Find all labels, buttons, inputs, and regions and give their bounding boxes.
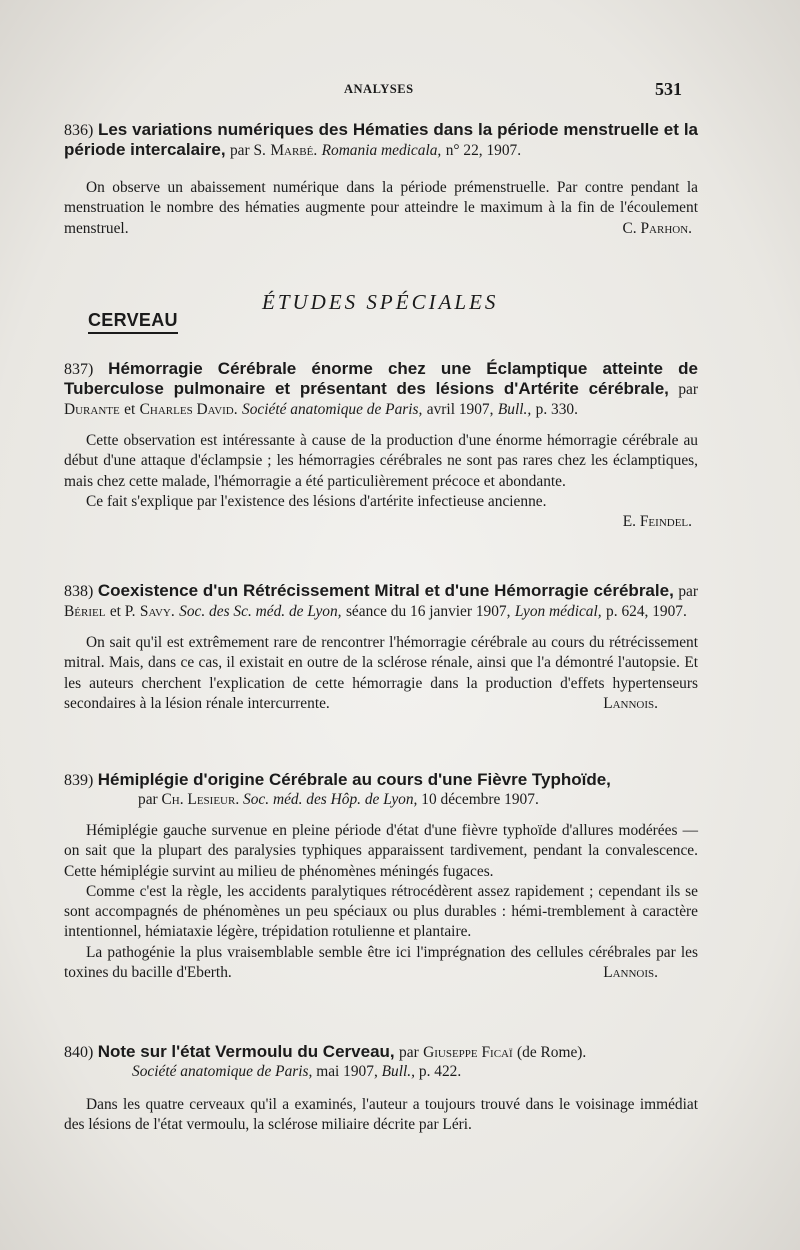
entry-title: Coexistence d'un Rétrécissement Mitral et d'une Hémorragie cérébrale, — [97, 581, 674, 600]
by-text: par — [678, 583, 698, 600]
date: 10 décembre 1907. — [421, 791, 539, 808]
paragraph: Comme c'est la règle, les accidents paralytiques rétrocédèrent assez rapidement ; cependant ils se sont accompagnés de phénomènes un peu spéciaux ou plus durables : hémi-tremblement à caractère intentionnel, hémiataxie légère, trépidation rotulienne et plantaire. — [64, 882, 698, 941]
entry-number: 836) — [64, 122, 94, 139]
signature: C. Parhon. — [622, 219, 692, 237]
entry-840-heading — [64, 1042, 698, 1062]
paragraph: Hémiplégie gauche survenue en pleine période d'état d'une fièvre typhoïde d'allures modérées — on sait que la plupart des paralysies typhiques apparaissent tardivement, pendant la convalescence. Cette hémiplégie survint au milieu de phénomènes méningés fugaces. — [64, 822, 698, 880]
paragraph: Cette observation est intéressante à cause de la production d'une énorme hémorragie cérébrale au début d'une attaque d'éclampsie ; les hémorragies cérébrales ne sont pas rares chez les éclamptiques, mais chez cette malade, l'hémorragie a été particulièrement précoce et abondante. — [64, 432, 698, 490]
entry-number: 838) — [64, 583, 94, 600]
author: Durante — [64, 401, 120, 418]
entry-839-heading — [64, 770, 698, 790]
author: Charles David. — [139, 401, 238, 418]
paragraph-text: On sait qu'il est extrêmement rare de rencontrer l'hémorragie cérébrale au cours du rétrécissement mitral. Mais, dans ce cas, il existait en outre de la sclérose rénale, ainsi que l'a démontré l'autopsie. Et les auteurs cherchent l'explication de cette hémorragie dans la production d'effets hypertenseurs secondaires à la lésion rénale intercurrente. — [64, 634, 698, 712]
section-subtitle: CERVEAU — [88, 310, 178, 334]
paragraph: Ce fait s'explique par l'existence des lésions d'artérite infectieuse ancienne. — [86, 492, 547, 510]
entry-title: Note sur l'état Vermoulu du Cerveau, — [97, 1042, 395, 1061]
entry-840 — [64, 1042, 698, 1136]
entry-836-heading — [64, 120, 698, 160]
journal: Lyon médical, — [514, 603, 602, 620]
author: Marbé. — [270, 142, 318, 159]
journal: Romania medicala, — [321, 142, 442, 159]
bulletin: Bull., — [497, 401, 532, 418]
journal: Société anatomique de Paris, — [242, 401, 423, 418]
author: Giuseppe Ficaï — [423, 1044, 513, 1061]
seance: séance du 16 janvier 1907, — [345, 603, 511, 620]
conjunction: et P. — [109, 603, 136, 620]
running-header-title: ANALYSES — [344, 82, 414, 96]
signature: Lannois. — [603, 694, 658, 712]
date: mai 1907, — [316, 1063, 378, 1080]
signature: Lannois. — [603, 964, 658, 982]
entry-number: 840) — [64, 1044, 94, 1061]
entry-838-heading — [64, 581, 698, 621]
page-ref: p. 422. — [418, 1063, 462, 1080]
journal: Soc. méd. des Hôp. de Lyon, — [243, 791, 418, 808]
entry-839 — [64, 770, 698, 983]
page-ref: p. 330. — [535, 401, 578, 418]
author: Savy. — [139, 603, 175, 620]
by-text: par S. — [229, 142, 266, 159]
entry-837-heading — [64, 359, 698, 419]
by-text: par — [399, 1044, 419, 1061]
by-text: par — [138, 791, 158, 808]
page-ref: p. 624, 1907. — [606, 603, 687, 620]
paragraph: Dans les quatre cerveaux qu'il a examinés, l'auteur a toujours trouvé dans le voisinage immédiat des lésions de l'état vermoulu, la sclérose miliaire décrite par Léri. — [64, 1096, 698, 1134]
entry-839-last-paragraph — [64, 943, 698, 984]
entry-836-body — [64, 178, 698, 239]
paragraph-text: On observe un abaissement numérique dans la période prémenstruelle. Par contre pendant la menstruation le nombre des hématies augmente pour atteindre le maximum à la fin de l'écoulement menstruel. — [64, 179, 698, 237]
entry-number: 837) — [64, 361, 94, 378]
entry-840-citation — [64, 1062, 698, 1081]
entry-839-citation — [64, 790, 698, 809]
signature — [64, 512, 698, 532]
entry-number: 839) — [64, 772, 94, 789]
date: avril 1907, — [426, 401, 494, 418]
by-text: par — [678, 381, 698, 398]
place: (de Rome). — [517, 1044, 587, 1061]
entry-838-body — [64, 633, 698, 714]
page-number: 531 — [655, 79, 682, 99]
section-title: ÉTUDES SPÉCIALES — [262, 290, 499, 314]
entry-title: Les variations numériques des Hématies dans la période menstruelle et la période intercalaire, — [64, 120, 698, 159]
entry-838 — [64, 581, 698, 714]
bulletin: Bull., — [381, 1063, 416, 1080]
author: Bériel — [64, 603, 106, 620]
paragraph-text: La pathogénie la plus vraisemblable semble être ici l'imprégnation des cellules cérébrales par les toxines du bacille d'Eberth. — [64, 943, 698, 982]
entry-title: Hémiplégie d'origine Cérébrale au cours d'une Fièvre Typhoïde, — [97, 770, 611, 789]
signature-text: E. Feindel. — [622, 513, 692, 531]
entry-837 — [64, 359, 698, 532]
entry-836 — [64, 120, 698, 239]
author: Ch. Lesieur. — [161, 791, 240, 808]
entry-title: Hémorragie Cérébrale énorme chez une Éclamptique atteinte de Tuberculose pulmonaire et présentant des lésions d'Artérite cérébrale, — [64, 359, 698, 398]
journal: Société anatomique de Paris, — [132, 1063, 313, 1080]
reference: n° 22, 1907. — [445, 142, 522, 159]
journal: Soc. des Sc. méd. de Lyon, — [179, 603, 342, 620]
conjunction: et — [124, 401, 136, 418]
